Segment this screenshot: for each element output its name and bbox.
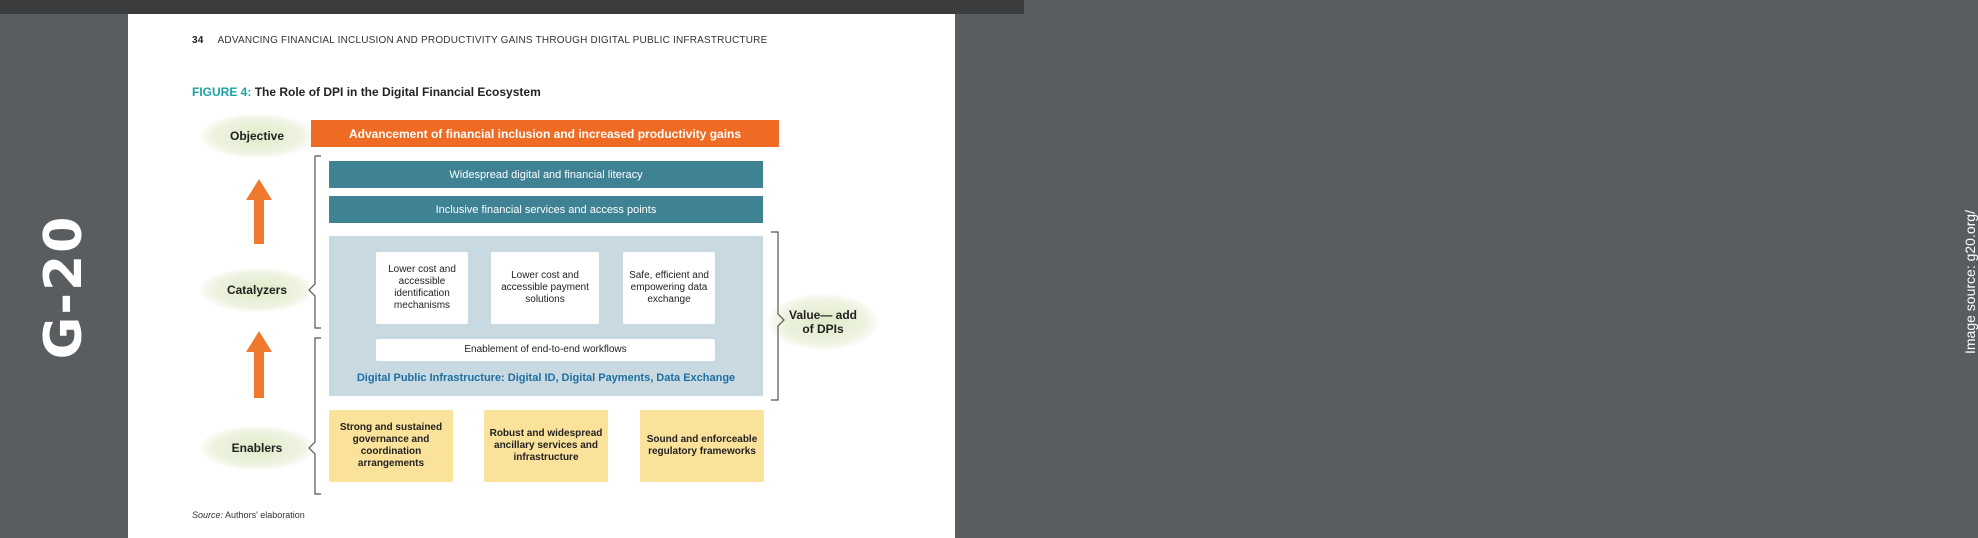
catalyzer-bar-literacy: Widespread digital and financial literacy [329, 161, 763, 188]
catalyzers-bracket [309, 156, 321, 328]
dpi-caption: Digital Public Infrastructure: Digital ID, Digital Payments, Data Exchange [356, 372, 736, 384]
image-credit: Image source: g20.org/ [1962, 210, 1978, 354]
right-panel [955, 14, 1978, 538]
level-enablers-label: Enablers [231, 441, 283, 455]
value-add-label: Value— add of DPIs [788, 308, 858, 336]
running-header-text: ADVANCING FINANCIAL INCLUSION AND PRODUCTIVITY GAINS THROUGH DIGITAL PUBLIC INFRASTRUCTURE [217, 35, 768, 46]
enabler-box-regulatory: Sound and enforceable regulatory frameworks [640, 410, 764, 482]
level-catalyzers-label: Catalyzers [226, 283, 288, 297]
document-page [128, 14, 955, 538]
dpi-panel [329, 236, 763, 396]
figure-label: FIGURE 4: [192, 85, 252, 99]
value-add-bracket [771, 232, 784, 400]
enabler-box-ancillary: Robust and widespread ancillary services and infrastructure [484, 410, 608, 482]
left-panel [0, 14, 128, 538]
up-arrow-upper-icon [246, 179, 272, 244]
up-arrow-lower-icon [246, 331, 272, 398]
level-objective-label: Objective [229, 129, 285, 143]
figure-title-text: The Role of DPI in the Digital Financial Ecosystem [254, 85, 541, 99]
page-number: 34 [192, 35, 204, 46]
dpi-box-payments: Lower cost and accessible payment solutions [491, 252, 599, 324]
figure-source [192, 510, 305, 520]
enabler-box-governance: Strong and sustained governance and coordination arrangements [329, 410, 453, 482]
source-label: Source: [192, 510, 224, 520]
g20-logo-text: G-20 [34, 214, 94, 360]
source-text: Authors' elaboration [225, 510, 305, 520]
top-bar [0, 0, 1024, 14]
catalyzer-bar-services: Inclusive financial services and access points [329, 196, 763, 223]
objective-bar: Advancement of financial inclusion and increased productivity gains [311, 120, 779, 147]
dpi-box-data-exchange: Safe, efficient and empowering data exchange [623, 252, 715, 324]
dpi-box-identification: Lower cost and accessible identification mechanisms [376, 252, 468, 324]
enablers-bracket [309, 338, 321, 494]
workflow-bar: Enablement of end-to-end workflows [376, 339, 715, 361]
